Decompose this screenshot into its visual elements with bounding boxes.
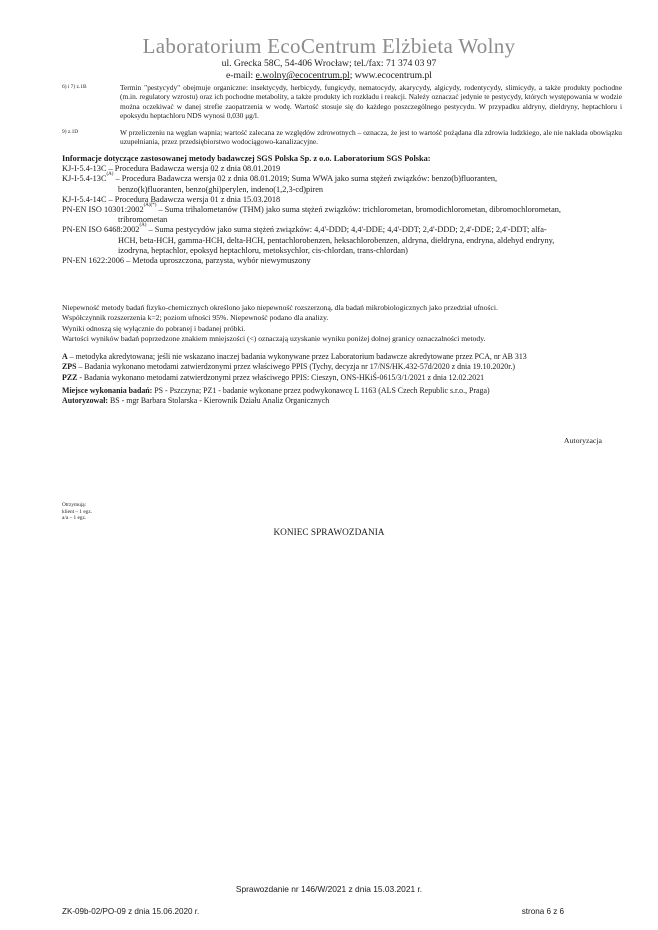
- lab-name-heading: Laboratorium EcoCentrum Elżbieta Wolny: [142, 34, 516, 58]
- methods-section: [62, 154, 622, 266]
- method-continuation: benzo(k)fluoranten, benzo(ghi)perylen, indeno(1,2,3-cd)piren: [118, 184, 324, 194]
- method-description: – Suma trihalometanów (THM) jako suma stężeń związków: trichlorometan, bromodichlorometan, dibromochlorometan,: [156, 205, 561, 215]
- legend-label: A: [62, 352, 68, 361]
- legend-line: [62, 396, 622, 406]
- legend-text: – metodyka akredytowana; jeśli nie wskazano inaczej badania wykonywane przez Laboratorium badawcze akredytowane przez PCA, nr AB 313: [67, 352, 527, 361]
- method-line: [62, 174, 622, 184]
- note-line: Niepewność metody badań fizyko-chemicznych określono jako niepewność rozszerzoną, dla badań mikrobiologicznych jako przedział ufności.: [62, 303, 498, 312]
- legend-line: [62, 373, 622, 383]
- note-line: Współczynnik rozszerzenia k=2; poziom ufności 95%. Niepewność podano dla analizy.: [62, 313, 329, 323]
- legend-text: - Badania wykonano metodami zatwierdzonymi przez właściwego PPIS: Cieszyn, ONS-HKiŚ-0615/3/1/2021 z dnia 12.02.2021: [77, 372, 485, 382]
- note-line: Wyniki odnoszą się wyłącznie do pobranej i badanej próbki.: [62, 323, 246, 333]
- footer-report-number: Sprawozdanie nr 146/W/2021 z dnia 15.03.2021 r.: [235, 884, 423, 894]
- legend-line: [62, 362, 622, 372]
- accreditation-mark: (A)(*): [143, 203, 157, 209]
- method-continuation: izodryna, heptachlor, epoksyd heptachloru, metoksychlor, cis-chlordan, trans-chlordan): [118, 245, 408, 255]
- method-code: PN-EN ISO 10301:2002: [62, 205, 144, 215]
- legend-label: ZPS: [62, 362, 77, 372]
- footnote-text: W przeliczeniu na węglan wapnia; wartość zalecana ze względów zdrowotnych – oznacza, że jest to wartość pożądana dla zdrowia ludzkiego, ale nie nakłada obowiązku uzupełniania, przez przedsiębiorstwo wodociągowo-kanalizacyjne.: [120, 128, 622, 147]
- footnote-text: Termin "pestycydy" obejmuje organiczne: insektycydy, herbicydy, fungicydy, nematocydy, akarycydy, algicydy, rodentycydy, slimicydy, a także produkty pochodne (m.in. regulatory wzrostu) oraz ich pochodne metabolity, a także produkty ich rozkładu i reakcji. Należy oznaczać jedynie te pestycydy, których występowania w wodzie można oczekiwać w danej strefie zaopatrzenia w wodę. Wartość stosuje się do każdego poszczególnego pestycydu. W przypadku aldryny, dieldryny, heptachloru i epoksydu heptachloru NDS wynosi 0,030 μg/l.: [120, 83, 622, 121]
- recipients-heading: Otrzymują:: [62, 502, 87, 508]
- method-description: – Suma pestycydów jako suma stężeń związków: 4,4'-DDD; 4,4'-DDE; 4,4'-DDT; 2,4'-DDD; 2,4'-DDE; 2,4'-DDT; alfa-: [146, 225, 547, 235]
- notes-section: [62, 303, 622, 344]
- place-label: Miejsce wykonania badań:: [62, 385, 153, 395]
- footnote-mark: 6) i 7) z.1B: [62, 84, 87, 90]
- method-code: PN-EN ISO 6468:2002: [62, 225, 140, 235]
- end-of-report: KONIEC SPRAWOZDANIA: [273, 528, 385, 538]
- legend-line: [62, 386, 622, 396]
- method-line: [62, 205, 622, 215]
- footnote-mark: 9) z.1D: [62, 129, 79, 135]
- accreditation-mark: (A): [106, 172, 114, 178]
- method-description: – Procedura Badawcza wersja 02 z dnia 08.01.2019; Suma WWA jako suma stężeń związków: benzo(b)fluoranten,: [113, 174, 498, 184]
- lab-contact: [0, 70, 658, 81]
- recipient-line: klient – 1 egz.: [62, 508, 93, 515]
- methods-heading: Informacje dotyczące zastosowanej metody badawczej SGS Polska Sp. z o.o. Laboratorium SGS Polska:: [62, 154, 431, 163]
- note-line: Wartości wyników badań poprzedzone znakiem mniejszości (<) oznaczają uzyskanie wyniku poniżej dolnej granicy oznaczalności metody.: [62, 333, 486, 343]
- website-text: ; www.ecocentrum.pl: [349, 70, 432, 81]
- footnote-hardness: [62, 128, 622, 147]
- legend-label: PZZ: [62, 372, 78, 382]
- place-text: PS - Pszczyna; PZ1 - badanie wykonane przez podwykonawcę L 1163 (ALS Czech Republic s.r.o., Praga): [152, 385, 490, 395]
- footer-page-number: strona 6 z 6: [521, 907, 564, 916]
- method-line: [62, 225, 622, 235]
- legend-text: – Badania wykonano metodami zatwierdzonymi przez właściwego PPIS (Tychy, decyzja nr 17/NS/HK.432-57d/2020 z dnia 19.10.2020r.): [76, 362, 516, 372]
- authorization-label: Autoryzacja: [563, 436, 602, 445]
- legend-line: [62, 352, 622, 362]
- recipient-line: a/a – 1 egz.: [62, 515, 87, 522]
- method-continuation: tribromometan: [118, 215, 168, 225]
- lab-address: ul. Grecka 58C, 54-406 Wrocław; tel./fax: 71 374 03 97: [221, 58, 437, 69]
- method-line: KJ-I-5.4-14C – Procedura Badawcza wersja 01 z dnia 15.03.2018: [62, 194, 281, 204]
- legend-section: [62, 352, 622, 406]
- method-line: PN-EN 1622:2006 – Metoda uproszczona, parzysta, wybór niewymuszony: [62, 256, 311, 266]
- footer-form-id: ZK-09b-02/PO-09 z dnia 15.06.2020 r.: [62, 907, 200, 916]
- accreditation-mark: (A): [139, 223, 147, 229]
- method-code: KJ-I-5.4-13C: [62, 174, 107, 184]
- recipients-block: [62, 502, 92, 522]
- email-prefix: e-mail:: [226, 70, 256, 81]
- author-label: Autoryzował:: [62, 396, 109, 406]
- footnote-pesticides: [62, 83, 622, 121]
- author-text: BS - mgr Barbara Stolarska - Kierownik Działu Analiz Organicznych: [108, 396, 330, 406]
- email-link[interactable]: e.wolny@ecocentrum.pl: [255, 70, 350, 81]
- method-line: KJ-I-5.4-13C – Procedura Badawcza wersja 02 z dnia 08.01.2019: [62, 164, 281, 174]
- method-continuation: HCH, beta-HCH, gamma-HCH, delta-HCH, pentachlorobenzen, heksachlorobenzen, aldryna, dieldryna, endryna, aldehyd endryny,: [118, 235, 555, 245]
